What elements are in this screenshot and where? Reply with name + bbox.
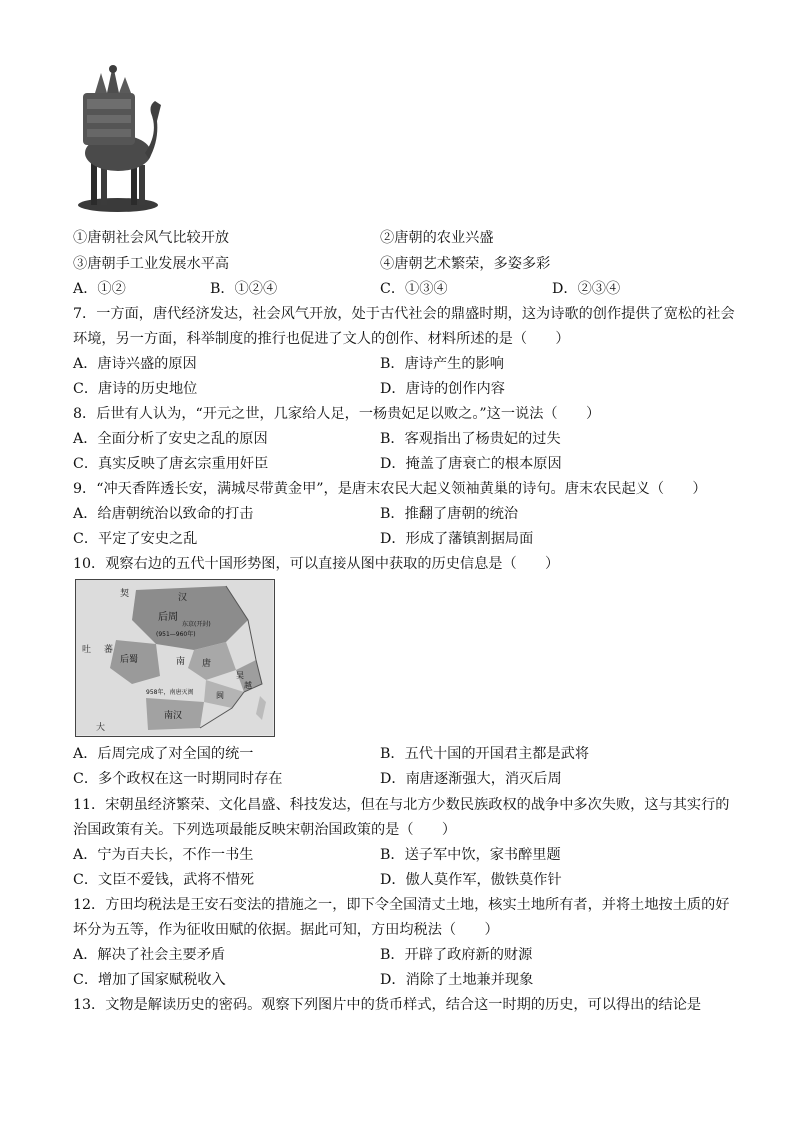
q8-stem: 8．后世有人认为，“开元之世，几家给人足，一杨贵妃足以败之。”这一说法（ ） xyxy=(73,406,601,422)
q12-choice-d[interactable]: D．消除了土地兼并现象 xyxy=(380,972,534,988)
q7-choice-d[interactable]: D．唐诗的创作内容 xyxy=(380,381,505,397)
q7-choice-a[interactable]: A．唐诗兴盛的原因 xyxy=(73,356,197,372)
map-label-wu: 吴 xyxy=(236,671,244,680)
q9-choice-d[interactable]: D．形成了藩镇割据局面 xyxy=(380,531,534,547)
map-label-nan: 南 xyxy=(176,657,186,667)
map-label-bo: 蕃 xyxy=(104,645,114,655)
q9-choice-c[interactable]: C．平定了安史之乱 xyxy=(73,531,198,547)
q6-option-1: ①唐朝社会风气比较开放 xyxy=(73,230,230,246)
tang-camel-figurine-image xyxy=(73,63,163,215)
q6-option-3: ③唐朝手工业发展水平高 xyxy=(73,256,230,272)
q6-choice-a[interactable]: A．①② xyxy=(73,281,126,297)
q12-choice-a[interactable]: A．解决了社会主要矛盾 xyxy=(73,947,226,963)
q12-choice-c[interactable]: C．增加了国家赋税收入 xyxy=(73,972,226,988)
map-label-kaifeng: 东京(开封) xyxy=(182,621,211,628)
map-label-yue: 越 xyxy=(244,681,252,690)
q6-option-4: ④唐朝艺术繁荣，多姿多彩 xyxy=(380,256,551,272)
q8-choice-b[interactable]: B．客观指出了杨贵妃的过失 xyxy=(380,431,561,447)
q12-stem-line2: 坏分为五等，作为征收田赋的依据。据此可知，方田均税法（ ） xyxy=(73,922,499,938)
q6-option-2: ②唐朝的农业兴盛 xyxy=(380,230,494,246)
q11-stem-line2: 治国政策有关。下列选项最能反映宋朝治国政策的是（ ） xyxy=(73,822,457,838)
q6-choice-b[interactable]: B．①②④ xyxy=(210,281,278,297)
q11-choice-a[interactable]: A．宁为百夫长，不作一书生 xyxy=(73,847,254,863)
map-label-958-note: 958年，南唐灭闽 xyxy=(146,689,194,696)
map-label-da: 大 xyxy=(96,723,106,733)
five-dynasties-map-image xyxy=(75,579,275,737)
q10-choice-d[interactable]: D．南唐逐渐强大，消灭后周 xyxy=(380,771,562,787)
q7-stem-line1: 7．一方面，唐代经济发达，社会风气开放，处于古代社会的鼎盛时期，这为诗歌的创作提供了宽松的社会 xyxy=(73,306,735,322)
map-label-min: 闽 xyxy=(216,691,224,700)
q10-stem: 10．观察右边的五代十国形势图，可以直接从图中获取的历史信息是（ ） xyxy=(73,556,560,572)
map-label-later-zhou: 后周 xyxy=(158,612,178,623)
q10-choice-b[interactable]: B．五代十国的开国君主都是武将 xyxy=(380,746,590,762)
q10-choice-c[interactable]: C．多个政权在这一时期同时存在 xyxy=(73,771,283,787)
q6-choice-d[interactable]: D．②③④ xyxy=(552,281,621,297)
q7-stem-line2: 环境，另一方面，科举制度的推行也促进了文人的创作、材料所述的是（ ） xyxy=(73,331,570,347)
map-label-later-shu: 后蜀 xyxy=(120,655,139,665)
q8-choice-d[interactable]: D．掩盖了唐衰亡的根本原因 xyxy=(380,456,562,472)
q6-choice-c[interactable]: C．①③④ xyxy=(380,281,448,297)
q10-choice-a[interactable]: A．后周完成了对全国的统一 xyxy=(73,746,254,762)
q9-choice-a[interactable]: A．给唐朝统治以致命的打击 xyxy=(73,506,254,522)
map-label-tu: 吐 xyxy=(82,645,92,655)
map-label-han: 汉 xyxy=(178,593,188,603)
q11-choice-c[interactable]: C．文臣不爱钱，武将不惜死 xyxy=(73,872,255,888)
map-label-southern-han: 南汉 xyxy=(164,711,183,721)
q12-stem-line1: 12．方田均税法是王安石变法的措施之一，即下令全国清丈土地，核实土地所有者，并将土地按土质的好 xyxy=(73,897,730,913)
map-label-tang: 唐 xyxy=(202,659,212,669)
q9-choice-b[interactable]: B．推翻了唐朝的统治 xyxy=(380,506,519,522)
q8-choice-a[interactable]: A．全面分析了安史之乱的原因 xyxy=(73,431,268,447)
q8-choice-c[interactable]: C．真实反映了唐玄宗重用奸臣 xyxy=(73,456,269,472)
q11-stem-line1: 11．宋朝虽经济繁荣、文化昌盛、科技发达，但在与北方少数民族政权的战争中多次失败，这与其实行的 xyxy=(73,797,730,813)
q7-choice-c[interactable]: C．唐诗的历史地位 xyxy=(73,381,198,397)
q11-choice-b[interactable]: B．送子军中饮，家书醉里题 xyxy=(380,847,561,863)
map-label-qi: 契 xyxy=(120,589,130,599)
q11-choice-d[interactable]: D．傲人莫作军，傲铁莫作针 xyxy=(380,872,562,888)
q12-choice-b[interactable]: B．开辟了政府新的财源 xyxy=(380,947,533,963)
q9-stem: 9．“冲天香阵透长安，满城尽带黄金甲”，是唐末农民大起义领袖黄巢的诗句。唐末农民起义（ ） xyxy=(73,481,707,497)
q7-choice-b[interactable]: B．唐诗产生的影响 xyxy=(380,356,504,372)
map-label-zhou-dates: (951—960年) xyxy=(156,631,196,638)
q13-stem: 13．文物是解读历史的密码。观察下列图片中的货币样式，结合这一时期的历史，可以得出的结论是 xyxy=(73,997,702,1013)
